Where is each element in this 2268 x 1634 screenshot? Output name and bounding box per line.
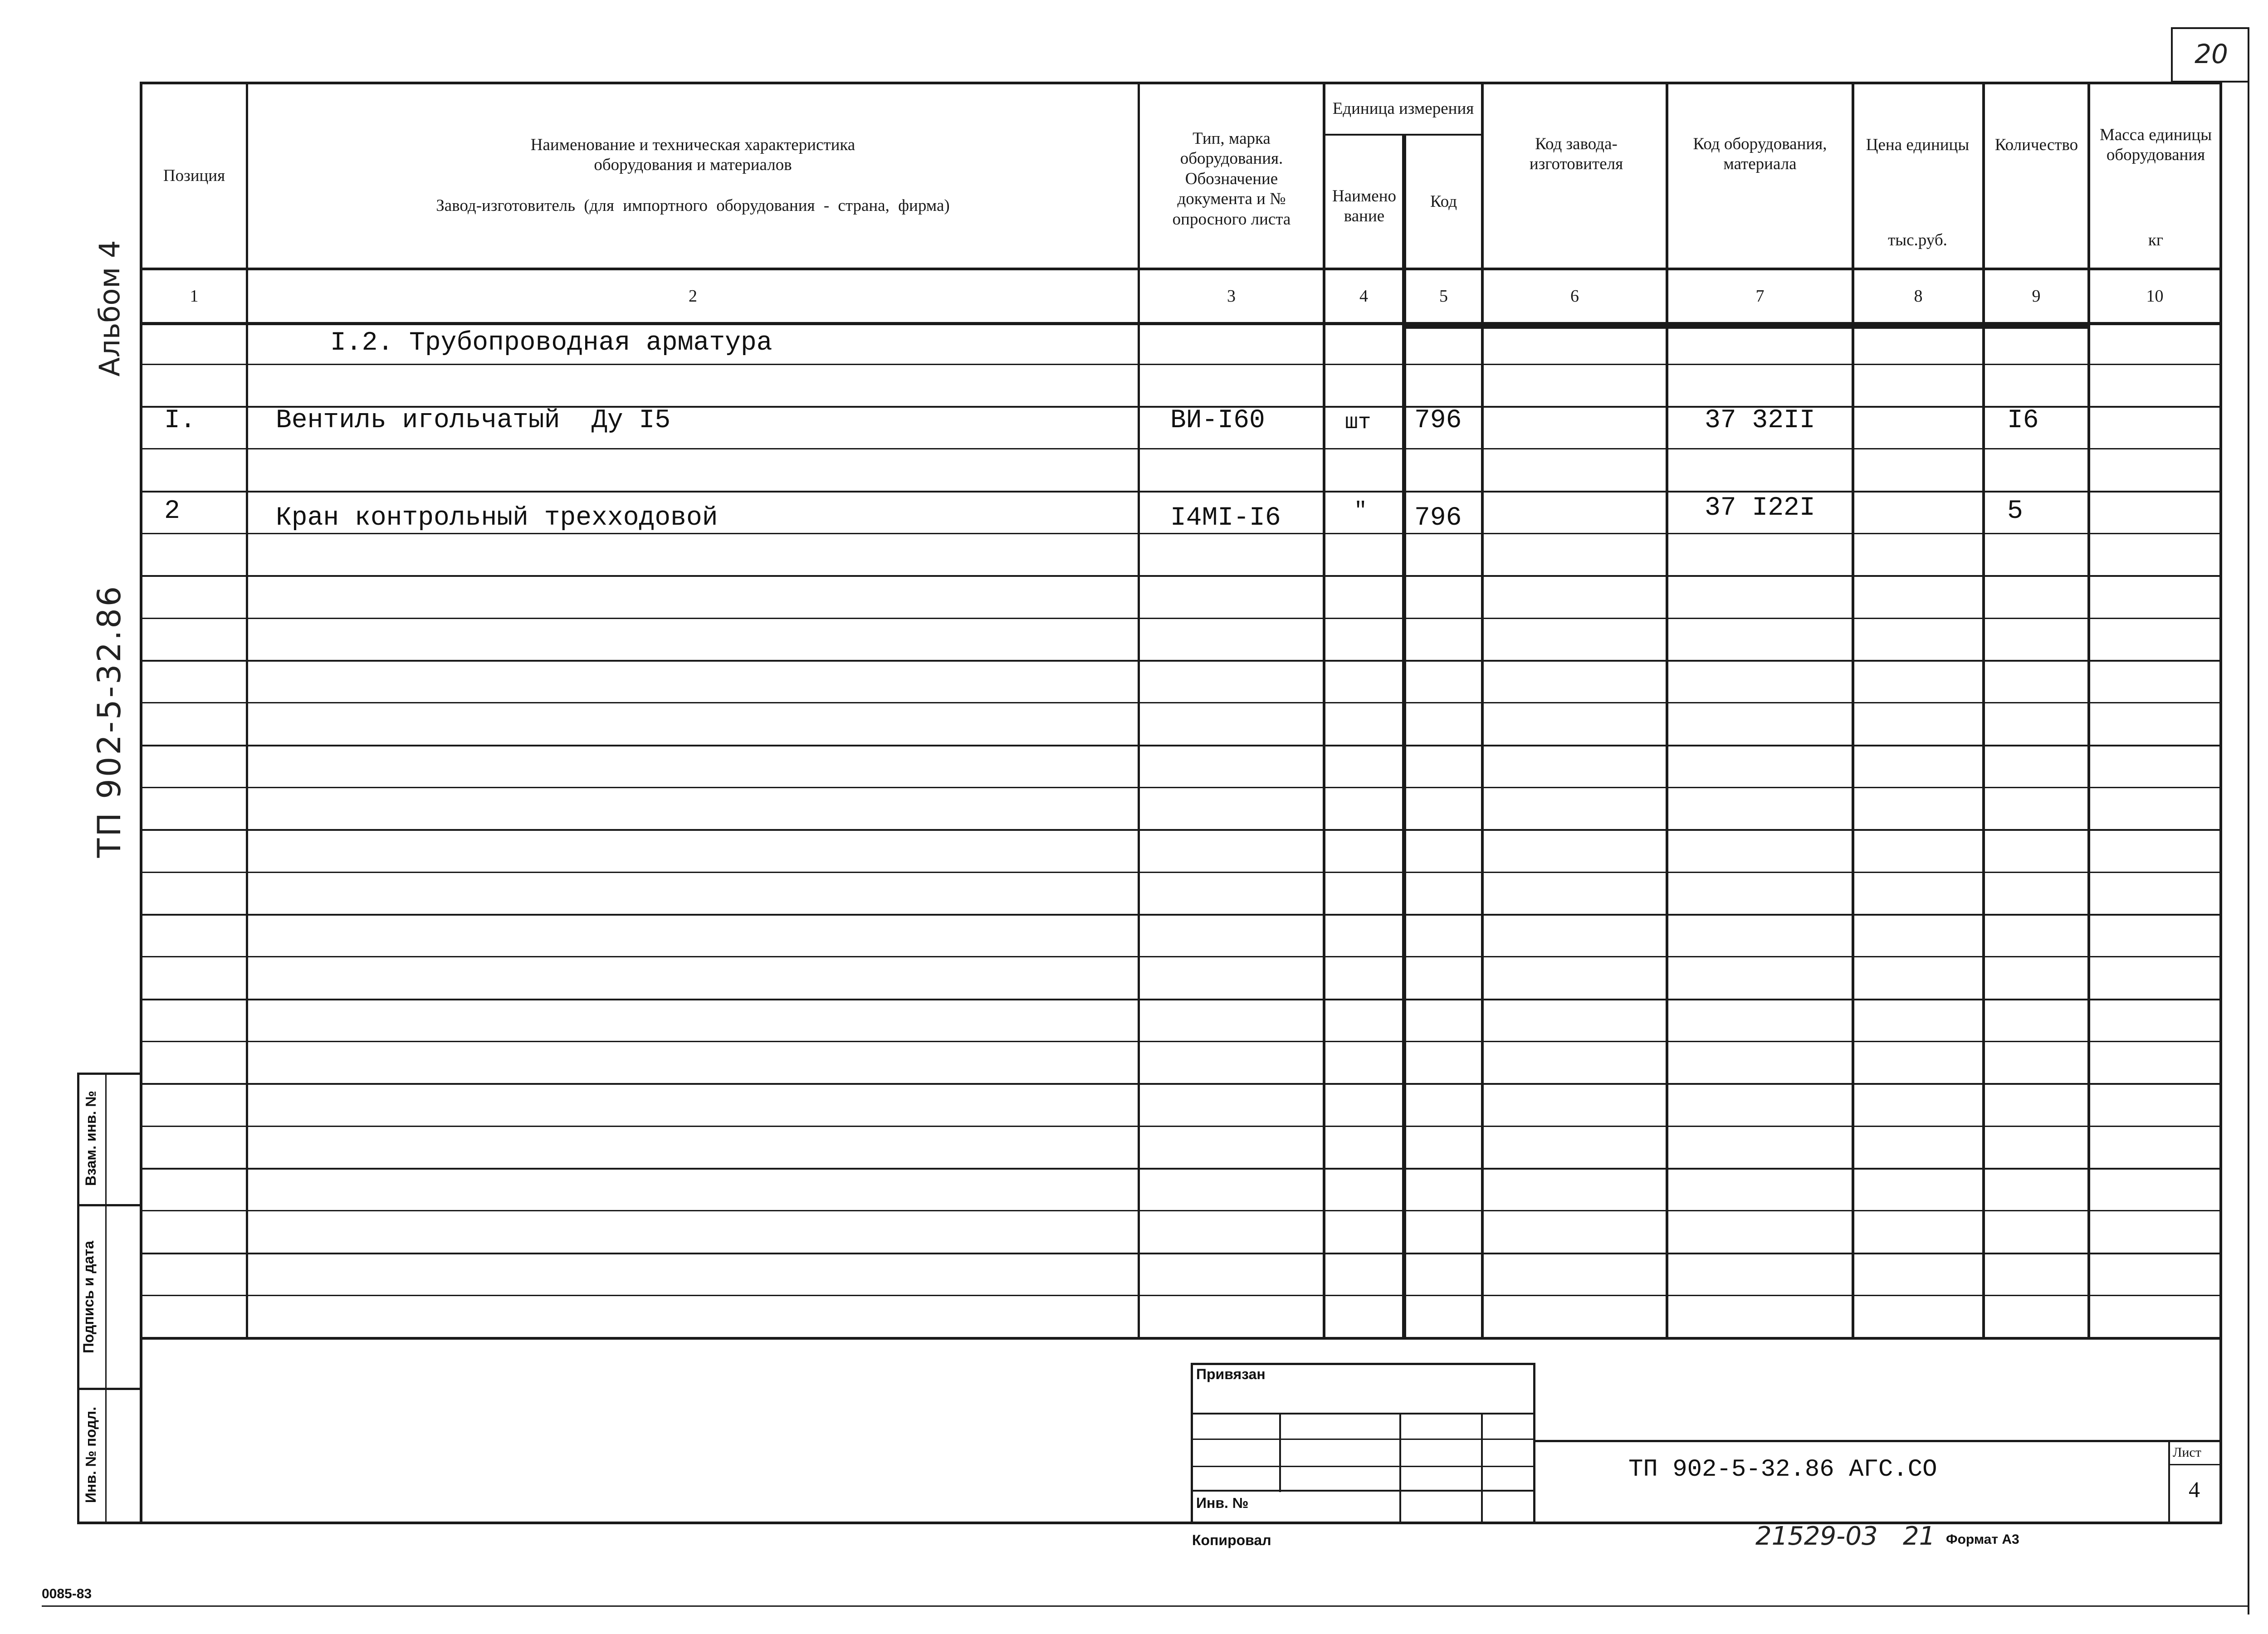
tb-sheet-number: 4	[2189, 1477, 2200, 1502]
tb-row-4	[1191, 1490, 1535, 1492]
colnum-6: 6	[1570, 287, 1579, 306]
row2-unit: "	[1354, 499, 1367, 523]
row-line	[142, 956, 2220, 957]
header-name-line3: Завод-изготовитель (для импортного оборудования - страна, фирма)	[436, 196, 950, 215]
header-name-line2: оборудования и материалов	[594, 156, 792, 174]
row1-pos: I.	[164, 406, 196, 435]
colnum-9: 9	[2032, 287, 2041, 306]
unit-group-divider	[1323, 134, 1484, 136]
table-body-bottom-line	[140, 1337, 2222, 1340]
colnum-3: 3	[1227, 287, 1236, 306]
row-line	[142, 1210, 2220, 1211]
row-line	[142, 533, 2220, 534]
row2-name: Кран контрольный трехходовой	[276, 503, 718, 533]
row2-code: 796	[1414, 503, 1462, 533]
tb-col-2	[1399, 1413, 1401, 1522]
header-position: Позиция	[163, 166, 225, 185]
footer-order-extra: 21	[1903, 1522, 1936, 1551]
row-line	[142, 491, 2220, 493]
footer-bottom-line	[42, 1605, 2249, 1607]
header-price-unit: тыс.руб.	[1888, 230, 1947, 249]
row-line	[142, 1126, 2220, 1127]
row-line	[142, 787, 2220, 788]
header-unit-group: Единица измерения	[1332, 99, 1474, 118]
row-line	[142, 914, 2220, 916]
header-mass: Масса единицы оборудования	[2099, 125, 2212, 164]
tb-privyazan: Привязан	[1196, 1366, 1266, 1382]
tb-row-2	[1191, 1439, 1535, 1440]
row-line	[142, 1168, 2220, 1170]
tb-sheet-divider	[2168, 1464, 2220, 1465]
colnum-10: 10	[2146, 287, 2164, 306]
colnum-8: 8	[1914, 287, 1923, 306]
tb-left	[1191, 1363, 1193, 1522]
column-numbers-bottom-line	[140, 322, 2222, 325]
tb-sheet-label: Лист	[2173, 1445, 2201, 1460]
header-equip-code: Код оборудования, материала	[1693, 134, 1827, 173]
header-unit-name: Наименование	[1332, 186, 1397, 225]
row-line	[142, 829, 2220, 831]
thick-frame-top	[1402, 325, 2089, 329]
tb-sheet-left	[2168, 1442, 2170, 1523]
row-line	[142, 618, 2220, 619]
corner-box-left	[2171, 27, 2173, 82]
header-name-cell	[248, 84, 1138, 268]
row-line	[142, 1253, 2220, 1254]
tb-doc-code: ТП 902-5-32.86 АГС.СО	[1628, 1456, 1937, 1483]
table-right-border	[2219, 82, 2222, 1524]
header-name-line1: Наименование и техническая характеристика	[530, 136, 855, 154]
row1-unit: шт	[1345, 410, 1371, 435]
tb-right	[1533, 1363, 1535, 1522]
colnum-2: 2	[689, 287, 697, 306]
header-qty: Количество	[1994, 135, 2078, 154]
col-divider-4	[1402, 134, 1406, 1339]
side-stamp-podpis: Подпись и дата	[80, 1241, 97, 1353]
row2-type: I4МI-I6	[1170, 503, 1281, 533]
tb-row-1	[1191, 1413, 1535, 1415]
row-line	[142, 1083, 2220, 1085]
row2-equip: 37 I22I	[1705, 493, 1815, 523]
row-line	[142, 872, 2220, 873]
footer-form-code: 0085-83	[42, 1586, 92, 1601]
header-type: Тип, марка оборудования. Обозначение документа и № опросного листа	[1172, 129, 1291, 229]
tb-inv-no: Инв. №	[1196, 1495, 1249, 1511]
album-label: Альбом 4	[93, 240, 126, 377]
header-unit-code: Код	[1430, 192, 1457, 211]
side-stamp-inv: Инв. № подл.	[83, 1406, 99, 1503]
row-line	[142, 660, 2220, 662]
header-mass-unit: кг	[2148, 230, 2164, 249]
row-line	[142, 702, 2220, 703]
corner-box-top	[2171, 27, 2248, 29]
row-line	[142, 1295, 2220, 1296]
row2-qty: 5	[2007, 497, 2023, 526]
row-line	[142, 1041, 2220, 1042]
header-price: Цена единицы	[1866, 135, 1970, 154]
side-stamp-inner	[105, 1073, 107, 1524]
row1-equip: 37 32II	[1705, 406, 1815, 435]
header-factory-code: Код завода-изготовителя	[1529, 134, 1623, 173]
colnum-5: 5	[1439, 287, 1448, 306]
row2-pos: 2	[164, 497, 180, 526]
row-line	[142, 745, 2220, 746]
section-title: I.2. Трубопроводная арматура	[330, 328, 772, 358]
row-line	[142, 364, 2220, 365]
project-code-vertical: ТП 902-5-32.86	[91, 584, 128, 858]
footer-order: 21529-03	[1755, 1522, 1878, 1551]
row-line	[142, 575, 2220, 577]
tb-col-3	[1481, 1413, 1483, 1522]
right-border	[2248, 27, 2249, 1614]
row1-qty: I6	[2007, 406, 2039, 435]
row-line	[142, 999, 2220, 1000]
colnum-7: 7	[1755, 287, 1765, 306]
footer-format: Формат А3	[1946, 1532, 2019, 1547]
sheet-bottom-line	[77, 1522, 2222, 1524]
footer-copied: Копировал	[1192, 1532, 1271, 1548]
tb-top	[1191, 1363, 1535, 1365]
side-stamp-vzam: Взам. инв. №	[83, 1091, 99, 1186]
tb-code-row-top	[1533, 1440, 2220, 1442]
tb-col-1	[1279, 1413, 1281, 1492]
row1-name: Вентиль игольчатый Ду I5	[276, 406, 671, 435]
row-line	[142, 448, 2220, 449]
colnum-4: 4	[1359, 287, 1368, 306]
row1-type: ВИ-I60	[1170, 406, 1265, 435]
colnum-1: 1	[190, 287, 199, 306]
row1-code: 796	[1414, 406, 1462, 435]
corner-sheet-number: 20	[2195, 39, 2228, 69]
tb-row-3	[1191, 1466, 1535, 1467]
